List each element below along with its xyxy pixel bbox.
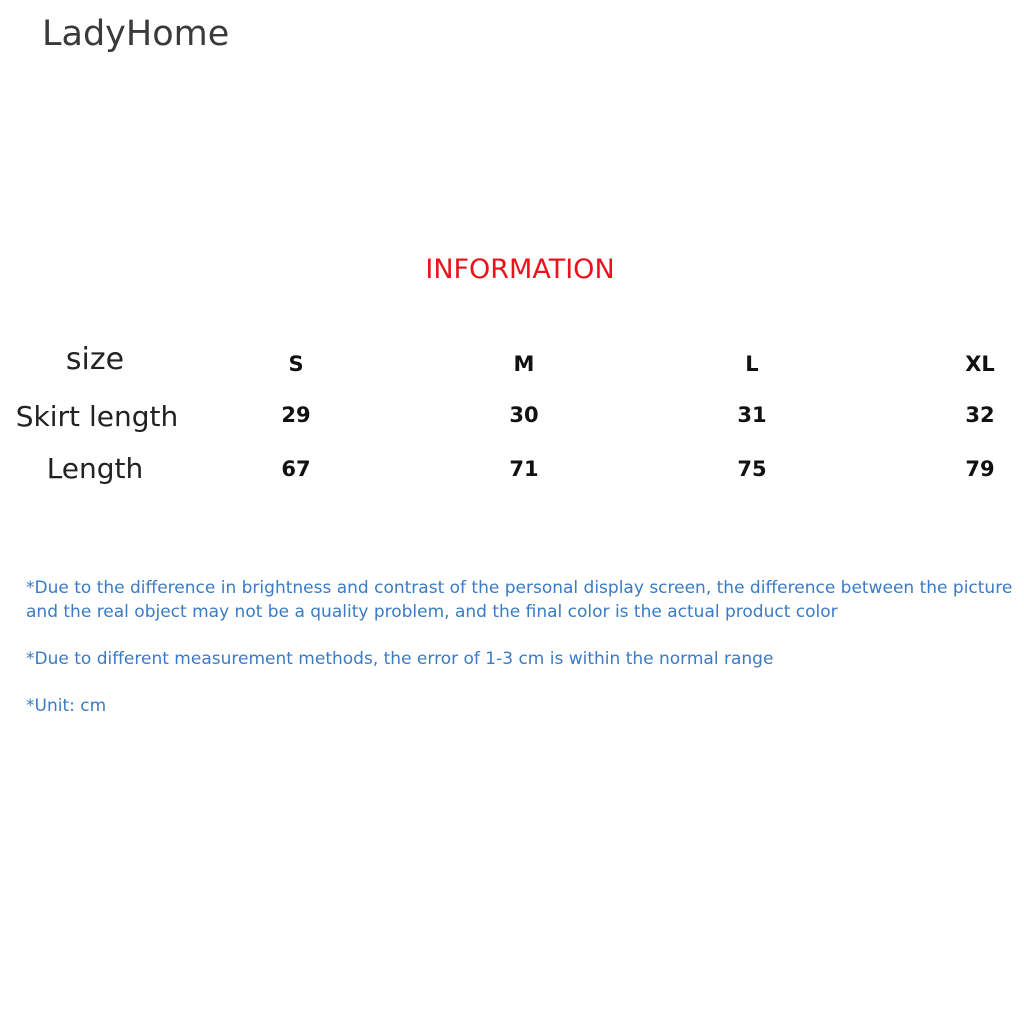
size-column-header: S (288, 352, 304, 376)
table-cell: 71 (509, 457, 539, 481)
table-cell: 79 (965, 457, 995, 481)
row-label-skirt-length: Skirt length (15, 400, 179, 433)
brand-logo-text: LadyHome (42, 14, 230, 54)
size-column-header: M (513, 352, 535, 376)
table-cell: 75 (737, 457, 767, 481)
size-header-label: size (65, 342, 125, 377)
size-column-header: XL (965, 352, 995, 376)
table-cell: 32 (965, 403, 995, 427)
table-cell: 30 (509, 403, 539, 427)
page-title: INFORMATION (425, 254, 615, 285)
note-unit: *Unit: cm (26, 696, 107, 716)
size-column-header: L (745, 352, 759, 376)
note-display-difference: *Due to the difference in brightness and contrast of the personal display screen, the difference between the picture and the real object may not be a quality problem, and the final color is the actual product color (26, 578, 1013, 622)
table-cell: 67 (281, 457, 311, 481)
table-cell: 29 (281, 403, 311, 427)
row-label-length: Length (46, 452, 144, 485)
table-cell: 31 (737, 403, 767, 427)
note-measurement-error: *Due to different measurement methods, the error of 1-3 cm is within the normal range (26, 649, 774, 669)
